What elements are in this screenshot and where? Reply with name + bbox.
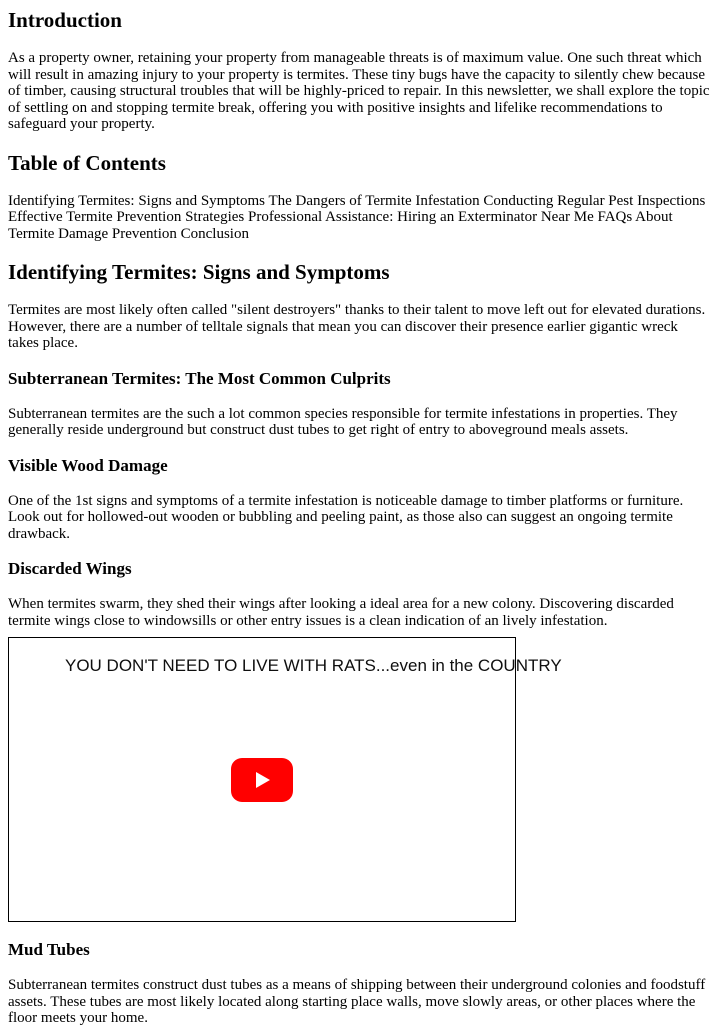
wood-damage-heading: Visible Wood Damage — [8, 455, 168, 475]
mud-tubes-paragraph: Subterranean termites construct dust tubes as a means of shipping between their underground colonies and foodstuff assets. These tubes are most likely located along starting place walls, move slowly areas, or other places where the floor meets your home. — [8, 977, 706, 1026]
toc-text: Identifying Termites: Signs and Symptoms The Dangers of Termite Infestation Conducting Regular Pest Inspections Effective Termite Prevention Strategies Professional Assistance: Hiring an Exterminator Near Me FAQs About Termite Damage Prevention Conclusion — [8, 192, 706, 242]
intro-paragraph: As a property owner, retaining your property from manageable threats is of maximum value. One such threat which will result in amazing injury to your property is termites. These tiny bugs have the capacity to silently chew because of timber, causing structural troubles that will be highly-priced to repair. In this newsletter, we shall explore the topic of settling on and stopping termite break, offering you with positive insights and lifelike recommendations to safeguard your property. — [8, 50, 710, 132]
video-embed[interactable] — [8, 637, 562, 922]
play-icon[interactable] — [231, 758, 293, 802]
discarded-wings-paragraph: When termites swarm, they shed their wings after looking a ideal area for a new colony. Discovering discarded termite wings close to windowsills or other entry issues is a clean indication of an lively infestation. — [8, 596, 674, 629]
intro-heading: Introduction — [8, 8, 122, 32]
video-title[interactable]: YOU DON'T NEED TO LIVE WITH RATS...even in the COUNTRY — [65, 656, 562, 675]
mud-tubes-heading: Mud Tubes — [8, 940, 90, 959]
subterranean-paragraph: Subterranean termites are the such a lot common species responsible for termite infestations in properties. They generally reside underground but construct dust tubes to get right of entry to aboveground meals assets. — [8, 405, 678, 438]
identifying-paragraph: Termites are most likely often called "silent destroyers" thanks to their talent to move left out for elevated durations. However, there are a number of telltale signals that mean you can discover their presence earlier gigantic wreck takes place. — [8, 302, 706, 351]
subterranean-heading: Subterranean Termites: The Most Common Culprits — [8, 368, 391, 388]
toc-heading: Table of Contents — [8, 150, 166, 175]
discarded-wings-heading: Discarded Wings — [8, 559, 132, 578]
identifying-heading: Identifying Termites: Signs and Symptoms — [8, 260, 390, 284]
wood-damage-paragraph: One of the 1st signs and symptoms of a termite infestation is noticeable damage to timber platforms or furniture. Look out for hollowed-out wooden or bubbling and peeling paint, as those also can suggest an ongoing termite drawback. — [8, 492, 684, 542]
